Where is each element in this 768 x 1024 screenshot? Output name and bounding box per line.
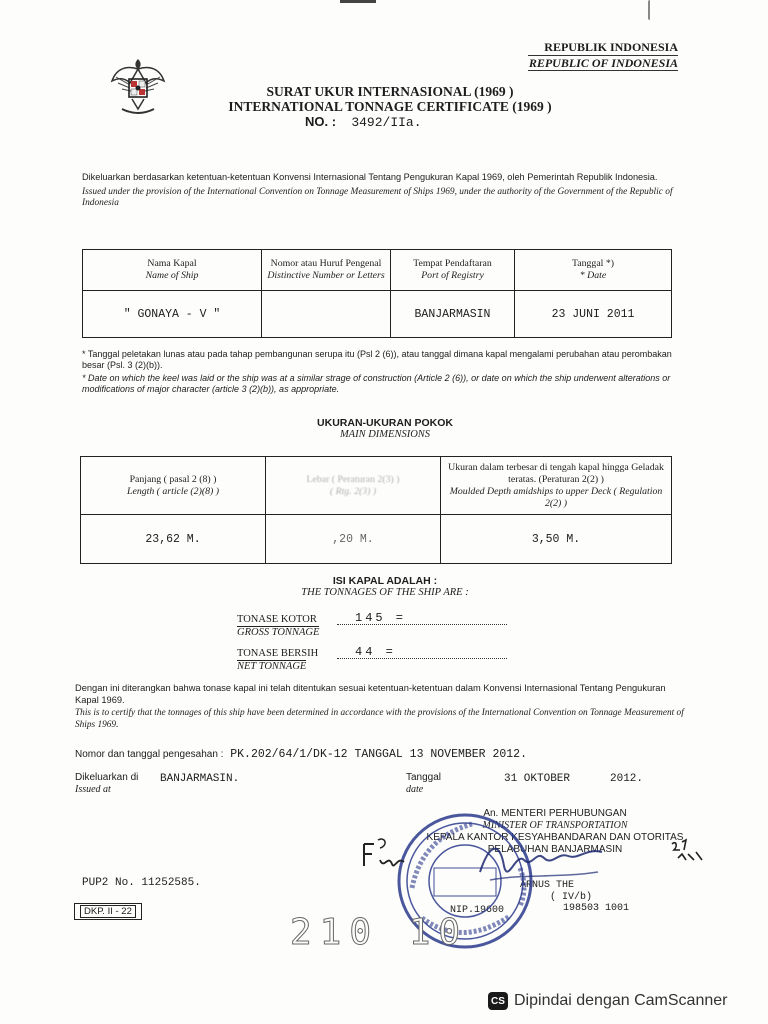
- header-id: Tempat Pendaftaran: [413, 258, 492, 269]
- length-value: 23,62 M.: [81, 515, 266, 564]
- signature-line-minister: An. MENTERI PERHUBUNGAN: [483, 808, 627, 819]
- issued-at-label: [75, 772, 138, 796]
- handwritten-check-icon: [668, 836, 708, 864]
- issued-at-value: BANJARMASIN.: [160, 773, 240, 785]
- signer-nip: NIP.19600: [450, 905, 505, 916]
- footnote-en: * Date on which the keel was laid or the ship was at a similar strage of construction (Article 2 (6)), or date on which the ship underwent alterations or modifications of major character (article 3 (2)(b)), as appropriate.: [82, 373, 671, 394]
- pup-number: PUP2 No. 11252585.: [82, 877, 201, 889]
- header-date: [515, 250, 672, 291]
- signer-name-text: ARNUS THE: [520, 880, 575, 891]
- garuda-emblem-icon: [108, 55, 168, 119]
- camscanner-text: Dipindai dengan CamScanner: [514, 992, 728, 1009]
- breadth-value: ,20 M.: [266, 515, 441, 564]
- header-id: Ukuran dalam terbesar di tengah kapal hingga Geladak teratas. (Peraturan 2(2) ): [448, 461, 664, 485]
- header-id: Tanggal *): [571, 258, 615, 269]
- issue-date-label-en: date: [406, 784, 424, 795]
- footnote: [82, 349, 682, 395]
- header-en: ( Rtg. 2(3) ): [329, 485, 377, 497]
- net-tonnage-row: [237, 645, 537, 673]
- distinctive-number-value: [262, 291, 391, 338]
- header-moulded-depth: [441, 457, 672, 515]
- certificate-number-value: 3492/IIa.: [351, 115, 422, 130]
- header-en: Name of Ship: [145, 270, 199, 281]
- signature-scribble-icon: [470, 822, 610, 902]
- certificate-number: [305, 114, 422, 130]
- header-id: Nomor atau Huruf Pengenal: [270, 258, 382, 269]
- header-port-of-registry: [391, 250, 515, 291]
- dimensions-table: [80, 456, 672, 564]
- main-dimensions-title: [250, 417, 520, 441]
- ratification-label: Nomor dan tanggal pengesahan :: [75, 749, 224, 760]
- scan-mark: [648, 0, 653, 20]
- intro-id: Dikeluarkan berdasarkan ketentuan-ketentuan Konvensi Internasional Tentang Pengukuran Kapal 1969, oleh Pemerintah Republik Indonesia.: [82, 172, 658, 182]
- footnote-id: * Tanggal peletakan lunas atau pada tahap pembangunan serupa itu (Psl 2 (6)), atau tanggal dimana kapal mengalami perubahan atau perombakan besar (Psl. 3 (2)(b)).: [82, 349, 672, 370]
- signature-line-minister-en: MINISTER OF TRANSPORTATION: [482, 820, 628, 831]
- net-tonnage-value: 44 =: [355, 645, 396, 659]
- header-length: [81, 457, 266, 515]
- ratification: [75, 748, 527, 761]
- title-en: INTERNATIONAL TONNAGE CERTIFICATE (1969 ): [228, 99, 552, 114]
- dkp-code: [74, 903, 142, 920]
- header-id: Lebar ( Peraturan 2(3) ): [306, 473, 400, 485]
- header-id: Panjang ( pasal 2 (8) ): [129, 473, 217, 485]
- issued-at-label-id: Dikeluarkan di: [75, 772, 139, 783]
- certification-en: This is to certify that the tonnages of this ship have been determined in accordance with the provisions of the International Convention on Tonnage Measurement of Ships 1969.: [75, 708, 684, 730]
- header-en: Moulded Depth amidships to upper Deck ( Regulation 2(2) ): [449, 485, 663, 509]
- issue-date-year: 2012.: [610, 773, 644, 785]
- port-of-registry-value: BANJARMASIN: [391, 291, 515, 338]
- republic-en: REPUBLIC OF INDONESIA: [528, 56, 678, 70]
- header-en: * Date: [579, 270, 607, 281]
- issued-at-label-en: Issued at: [75, 784, 111, 795]
- issue-date-label: [406, 772, 441, 796]
- ship-name-value: " GONAYA - V ": [83, 291, 262, 338]
- ratification-value: PK.202/64/1/DK-12 TANGGAL 13 NOVEMBER 2012.: [230, 748, 527, 761]
- gross-tonnage-label-id: TONASE KOTOR: [237, 614, 317, 625]
- header-ship-name: [83, 250, 262, 291]
- header-en: Port of Registry: [421, 270, 484, 281]
- gross-tonnage-value: 145 =: [355, 611, 407, 625]
- republic-header: [528, 40, 678, 71]
- date-value: 23 JUNI 2011: [515, 291, 672, 338]
- signer-nip-tail: 198503 1001: [563, 903, 630, 914]
- intro-en: Issued under the provision of the International Convention on Tonnage Measurement of Ships 1969, under the authority of the Government of the Republic of Indonesia: [82, 186, 673, 208]
- signer-rank: ( IV/b): [550, 892, 593, 903]
- certificate-title: [200, 84, 580, 114]
- certification-id: Dengan ini diterangkan bahwa tonase kapal ini telah ditentukan sesuai ketentuan-ketentuan dalam Konvensi Internasional Tentang Pengukuran Kapal 1969.: [75, 683, 666, 705]
- signature-line-office: KEPALA KANTOR KESYAHBANDARAN DAN OTORITAS PELABUHAN BANJARMASIN: [426, 832, 684, 855]
- depth-value: 3,50 M.: [441, 515, 672, 564]
- certificate-number-label: NO. :: [305, 114, 337, 129]
- tonnage-title: [250, 575, 520, 599]
- dimensions-title-id: UKURAN-UKURAN POKOK: [317, 417, 453, 429]
- dkp-code-text: DKP. II - 22: [80, 905, 136, 918]
- intro-text: [82, 172, 682, 210]
- gross-tonnage-row: [237, 611, 537, 639]
- issue-date-value: 31 OKTOBER: [504, 773, 571, 785]
- certification-text: [75, 683, 685, 731]
- net-tonnage-label-id: TONASE BERSIH: [237, 648, 319, 659]
- header-distinctive-number: [262, 250, 391, 291]
- scan-mark: [340, 0, 376, 3]
- header-en: Distinctive Number or Letters: [267, 270, 385, 281]
- gross-tonnage-label-en: GROSS TONNAGE: [237, 627, 320, 638]
- serial-dot-number: 210 10: [290, 912, 469, 953]
- header-breadth: [266, 457, 441, 515]
- camscanner-logo-icon: CS: [488, 992, 508, 1010]
- header-en: Length ( article (2)(8) ): [127, 485, 219, 497]
- net-tonnage-label-en: NET TONNAGE: [237, 661, 307, 672]
- title-id: SURAT UKUR INTERNASIONAL (1969 ): [266, 84, 514, 99]
- header-id: Nama Kapal: [147, 258, 197, 269]
- initials-mark-icon: [360, 834, 410, 874]
- issue-date-label-id: Tanggal: [406, 772, 442, 783]
- republic-id: REPUBLIK INDONESIA: [528, 40, 678, 56]
- camscanner-badge: [488, 990, 758, 1012]
- tonnage-title-id: ISI KAPAL ADALAH :: [332, 575, 438, 587]
- dimensions-title-en: MAIN DIMENSIONS: [339, 429, 431, 440]
- ship-table: [82, 249, 672, 338]
- tonnage-title-en: THE TONNAGES OF THE SHIP ARE :: [301, 587, 469, 598]
